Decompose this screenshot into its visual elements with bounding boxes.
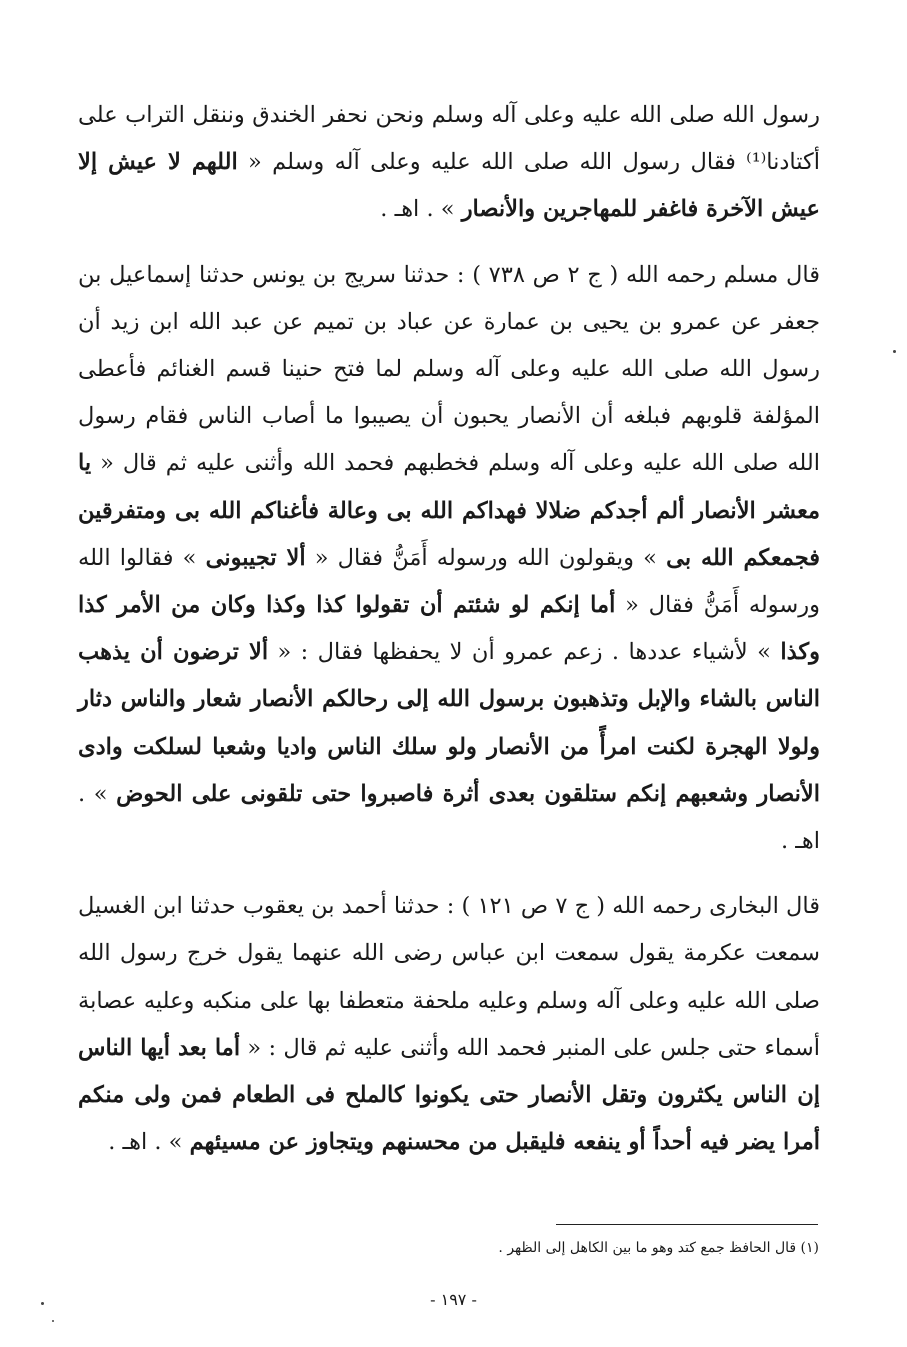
text-run: قال البخارى رحمه الله ( ج ٧ ص ١٢١ ) : حدثنا أحمد بن يعقوب حدثنا ابن الغسيل سمعت عكرمة يقول سمعت ابن عباس رضى الله عنهما يقول خرج رسول الله صلى الله عليه وعلى آله وسلم وعليه ملحفة متعطفا بها على منكبه وعليه عصابة أسماء حتى جلس على المنبر فحمد الله وأثنى عليه ثم قال : « [78,893,820,1061]
text-run: » لأشياء عددها . زعم عمرو أن لا يحفظها فقال : « [268,639,781,666]
bold-text-run: ألا ترضون أن يذهب الناس بالشاء والإبل وتذهبون برسول الله إلى رحالكم الأنصار شعار والناس دثار ولولا الهجرة لكنت امرأً من الأنصار ولو سلك الناس واديا وشعبا لسلكت وادى الأنصار وشعبهم إنكم ستلقون بعدى أثرة فاصبروا حتى تلقونى على الحوض [78,639,820,807]
text-run: » ويقولون الله ورسوله أَمَنُّ فقال « [305,544,667,571]
text-run: » . اهـ . [108,1129,190,1156]
paragraph-1 [78,92,820,234]
page-body [78,92,820,1166]
text-run: » فقالوا الله ورسوله أَمَنُّ فقال « [78,544,820,619]
paragraph-2 [78,252,820,866]
text-run: » . اهـ . [78,780,820,855]
footnote-separator [556,1224,818,1225]
bold-text-run: اللهم لا عيش إلا عيش الآخرة فاغفر للمهاجرين والأنصار [78,149,820,223]
scan-speck [41,1302,44,1305]
text-run: رسول الله صلى الله عليه وعلى آله وسلم ونحن نحفر الخندق وننقل التراب على أكتادنا⁽¹⁾ فقال رسول الله صلى الله عليه وعلى آله وسلم « [78,102,820,176]
bold-text-run: يا معشر الأنصار ألم أجدكم ضلالا فهداكم الله بى وعالة فأغناكم الله بى ومتفرقين فجمعكم الله بى [78,450,821,571]
text-run: » . اهـ . [380,196,462,223]
bold-text-run: ألا تجيبونى [205,544,306,571]
footnote: (١) قال الحافظ جمع كتد وهو ما بين الكاهل إلى الظهر . [498,1240,819,1256]
page-number: - ١٩٧ - [430,1290,477,1309]
scan-speck [52,1320,54,1322]
scan-speck [893,350,896,353]
paragraph-3 [78,883,820,1166]
text-run: قال مسلم رحمه الله ( ج ٢ ص ٧٣٨ ) : حدثنا سريج بن يونس حدثنا إسماعيل بن جعفر عن عمرو بن يحيى بن عمارة عن عباد بن تميم عن عبد الله ابن زيد أن رسول الله صلى الله عليه وعلى آله وسلم لما فتح حنينا قسم الغنائم فأعطى المؤلفة قلوبهم فبلغه أن الأنصار يحبون أن يصيبوا ما أصاب الناس فقام رسول الله صلى الله عليه وعلى آله وسلم فخطبهم فحمد الله وأثنى عليه ثم قال « [78,261,820,477]
bold-text-run: أما بعد أيها الناس إن الناس يكثرون وتقل الأنصار حتى يكونوا كالملح فى الطعام فمن ولى منكم أمرا يضر فيه أحداً أو ينفعه فليقبل من محسنهم ويتجاوز عن مسيئهم [78,1034,820,1156]
bold-text-run: أما إنكم لو شئتم أن تقولوا كذا وكذا وكان من الأمر كذا وكذا [78,592,820,666]
